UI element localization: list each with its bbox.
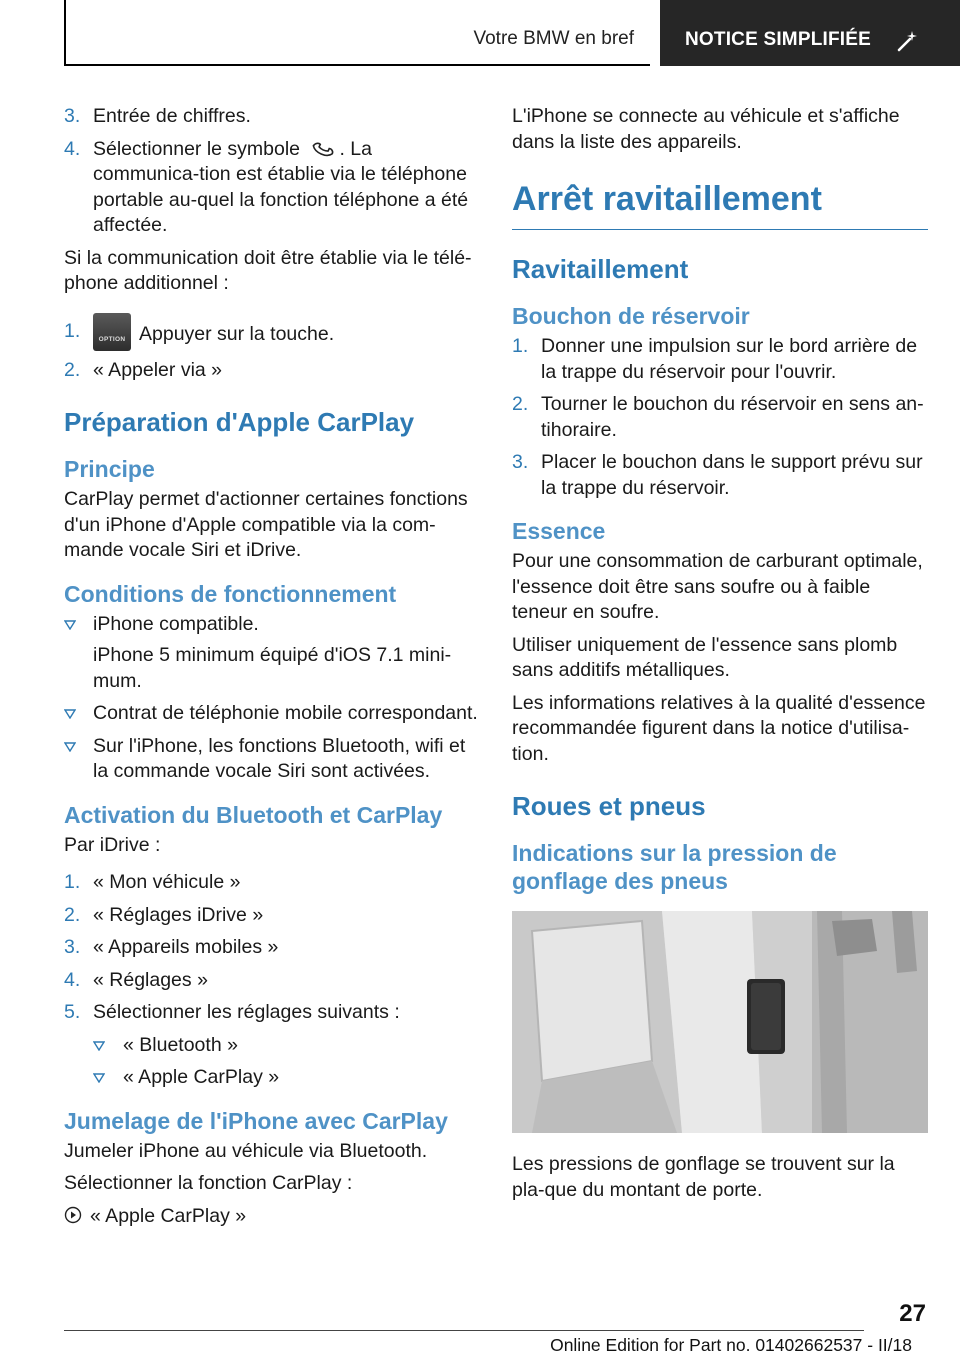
step-list — [64, 319, 480, 384]
step-list — [64, 104, 480, 239]
paragraph: Les informations relatives à la qualité d'essence recommandée figurent dans la notice d'utilisa-tion. — [512, 691, 926, 765]
step-item: 4. « Réglages » — [64, 968, 208, 991]
heading-essence: Essence — [512, 518, 606, 544]
phone-icon — [305, 138, 339, 160]
heading-ravitaillement: Ravitaillement — [512, 254, 689, 284]
heading-jumelage: Jumelage de l'iPhone avec CarPlay — [64, 1107, 448, 1134]
paragraph: Pour une consommation de carburant optimale, l'essence doit être sans soufre ou à faible teneur en soufre. — [512, 550, 923, 623]
step-list — [512, 334, 928, 501]
heading-arret: Arrêt ravitaillement — [512, 177, 928, 230]
step-item: 1. OPTION Appuyer sur la touche. — [64, 319, 480, 351]
chapter-tab-label: NOTICE SIMPLIFIÉE — [685, 29, 872, 50]
wand-icon — [896, 29, 920, 53]
heading-activation: Activation du Bluetooth et CarPlay — [64, 801, 443, 828]
right-column — [512, 104, 928, 1210]
step-item: 1. « Mon véhicule » — [64, 871, 241, 893]
heading-roues: Roues et pneus — [512, 791, 706, 821]
nested-bullet-list — [93, 1033, 480, 1091]
step-item: 2. « Appeler via » — [64, 358, 223, 381]
step-item: 5. Sélectionner les réglages suivants : « Bluetooth » « Apple CarPlay » — [64, 1000, 480, 1091]
list-item: « Bluetooth » — [93, 1033, 480, 1059]
heading-conditions: Conditions de fonctionnement — [64, 580, 397, 607]
header-bottom-rule — [64, 64, 650, 66]
carplay-menu-item: « Apple CarPlay » — [64, 1204, 480, 1230]
heading-principe: Principe — [64, 456, 155, 482]
step-item: 4. Sélectionner le symbole . La communica-tion est établie via le téléphone portable au-quel la fonction téléphone a été affectée. — [64, 137, 469, 236]
page-header — [0, 0, 960, 66]
heading-bouchon: Bouchon de réservoir — [512, 303, 750, 329]
left-column — [64, 104, 480, 1236]
section-title: Votre BMW en bref — [473, 28, 634, 49]
triangle-bullet-icon — [64, 620, 76, 630]
list-item: Sur l'iPhone, les fonctions Bluetooth, wifi et la commande vocale Siri sont activées. — [64, 734, 480, 785]
step-item: 2. « Réglages iDrive » — [64, 903, 264, 926]
step-item: 3. Entrée de chiffres. — [64, 105, 251, 127]
edition-footer: Online Edition for Part no. 01402662537 - II/18 — [550, 1335, 912, 1355]
list-item: iPhone compatible. iPhone 5 minimum équipé d'iOS 7.1 mini-mum. — [64, 612, 480, 695]
paragraph: Les pressions de gonflage se trouvent sur la pla-que du montant de porte. — [512, 1153, 895, 1201]
step-item: 2. Tourner le bouchon du réservoir en sens an-tihoraire. — [512, 393, 924, 441]
page-number: 27 — [899, 1300, 926, 1327]
header-left-rule — [64, 0, 66, 66]
step-item: 3. Placer le bouchon dans le support prévu sur la trappe du réservoir. — [512, 451, 923, 499]
paragraph: Par iDrive : — [64, 833, 161, 856]
heading-indications: Indications sur la pression de gonflage des pneus — [512, 840, 837, 894]
paragraph: Sélectionner la fonction CarPlay : — [64, 1172, 353, 1194]
footer-rule — [64, 1330, 864, 1331]
list-item: « Apple CarPlay » — [93, 1065, 480, 1091]
step-list — [64, 870, 480, 1091]
door-pillar-illustration — [512, 911, 928, 1133]
bullet-list — [64, 612, 480, 785]
paragraph: Jumeler iPhone au véhicule via Bluetooth. — [64, 1139, 428, 1162]
play-circle-icon — [64, 1206, 82, 1224]
triangle-bullet-icon — [93, 1041, 105, 1051]
triangle-bullet-icon — [64, 709, 76, 719]
chapter-tab[interactable] — [660, 0, 960, 66]
paragraph: L'iPhone se connecte au véhicule et s'affiche dans la liste des appareils. — [512, 105, 900, 153]
step-item: 1. Donner une impulsion sur le bord arrière de la trappe du réservoir pour l'ouvrir. — [512, 335, 918, 383]
paragraph: Utiliser uniquement de l'essence sans plomb sans additifs métalliques. — [512, 633, 898, 681]
heading-carplay: Préparation d'Apple CarPlay — [64, 407, 415, 437]
paragraph: CarPlay permet d'actionner certaines fonctions d'un iPhone d'Apple compatible via la com-mande vocale Siri et iDrive. — [64, 488, 468, 561]
option-button-icon: OPTION — [93, 313, 131, 351]
triangle-bullet-icon — [64, 742, 76, 752]
list-item: Contrat de téléphonie mobile correspondant. — [64, 701, 480, 727]
triangle-bullet-icon — [93, 1073, 105, 1083]
paragraph: Si la communication doit être établie via le télé-phone additionnel : — [64, 246, 472, 294]
step-item: 3. « Appareils mobiles » — [64, 936, 279, 958]
